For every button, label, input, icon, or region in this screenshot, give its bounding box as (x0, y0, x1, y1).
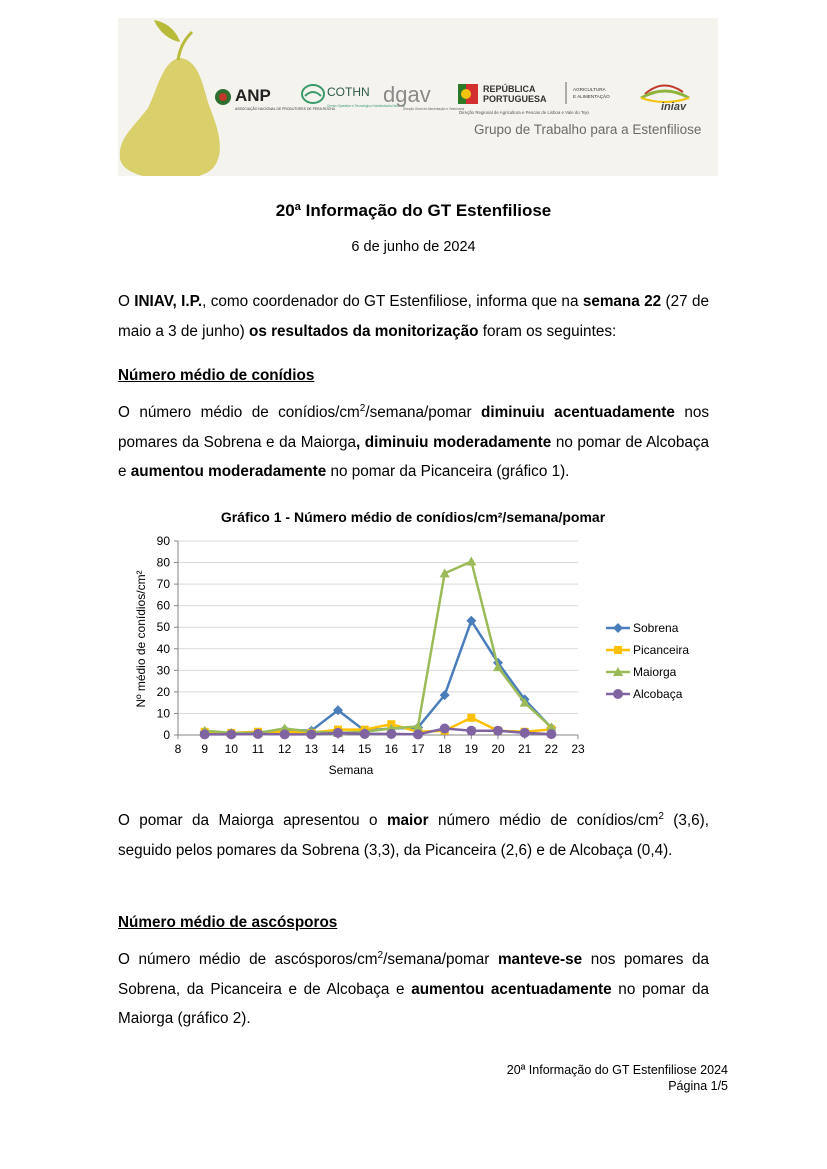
x-tick-label: 19 (464, 742, 479, 756)
data-point-alcobaça (306, 729, 316, 739)
dgav-text: dgav (383, 82, 431, 107)
x-tick-label: 22 (544, 742, 559, 756)
footer-page-number: Página 1/5 (668, 1079, 728, 1093)
data-point-alcobaça (333, 728, 343, 738)
section-heading-conidios: Número médio de conídios (118, 367, 315, 384)
data-point-alcobaça (253, 729, 263, 739)
y-tick-label: 40 (156, 641, 170, 656)
pear-leaf (154, 20, 180, 42)
x-tick-label: 20 (491, 742, 505, 756)
iniav-text: iniav (661, 101, 687, 113)
x-tick-label: 21 (517, 742, 532, 756)
data-point-picanceira (467, 714, 475, 722)
legend-marker (613, 623, 623, 633)
legend-label: Maiorga (633, 665, 677, 679)
x-tick-label: 11 (251, 742, 265, 756)
data-point-alcobaça (466, 726, 476, 736)
data-point-alcobaça (280, 729, 290, 739)
legend-label: Sobrena (633, 621, 679, 635)
anp-logo (215, 86, 336, 111)
iniav-logo (641, 85, 689, 113)
x-tick-label: 12 (277, 742, 292, 756)
conidios-paragraph: O número médio de conídios/$cm^2/semana$/pomar diminuiu acentuadamente nos pomares da Sobrena e da Maiorga, diminuiu moderadamente no pomar de Alcobaça e aumentou moderadamente no pomar da Picanceira (gráfico 1). (118, 402, 709, 480)
dgav-sub: Direção Geral de Alimentação e Veterinária (403, 107, 465, 111)
pear-stem (178, 32, 192, 60)
chart-xlabel: Semana (328, 763, 374, 777)
anp-text: ANP (235, 86, 271, 105)
chart-title: Gráfico 1 - Número médio de conídios/cm²/semana/pomar (220, 509, 606, 525)
x-tick-label: 10 (224, 742, 239, 756)
drap-text: Direção Regional de Agricultura e Pescas de Lisboa e Vale do Tejo (459, 110, 589, 115)
series-line-sobrena (205, 621, 552, 734)
footer-doc-title: 20ª Informação do GT Estenfiliose 2024 (506, 1063, 728, 1077)
data-point-alcobaça (493, 726, 503, 736)
intro-paragraph: O INIAV, I.P., como coordenador do GT Estenfiliose, informa que na semana 22 (27 de maio a 3 de junho) os resultados da monitorização foram os seguintes: (118, 293, 709, 340)
chart-ylabel: Nº médio de conídios/cm² (134, 570, 148, 708)
y-tick-label: 30 (156, 663, 170, 678)
y-tick-label: 10 (156, 706, 170, 721)
legend-marker (613, 689, 623, 699)
conidios-chart (128, 503, 708, 783)
x-tick-label: 23 (571, 742, 585, 756)
document-title: 20ª Informação do GT Estenfiliose (275, 201, 552, 220)
republica-logo (458, 82, 610, 115)
x-tick-label: 9 (201, 742, 209, 756)
y-tick-label: 50 (156, 620, 170, 635)
data-point-alcobaça (520, 728, 530, 738)
agri-line1: AGRICULTURA (573, 87, 606, 92)
pear-shape (120, 58, 220, 176)
banner-caption: Grupo de Trabalho para a Estenfiliose (474, 122, 702, 137)
document-date: 6 de junho de 2024 (351, 239, 476, 255)
data-point-alcobaça (200, 729, 210, 739)
legend-label: Picanceira (633, 643, 690, 657)
data-point-alcobaça (386, 729, 396, 739)
page-footer (507, 1062, 728, 1094)
data-point-alcobaça (413, 729, 423, 739)
x-tick-label: 13 (304, 742, 319, 756)
anp-sub: ASSOCIAÇÃO NACIONAL DE PRODUTORES DE PERA ROCHA (235, 107, 335, 111)
republica-line1: REPÚBLICA (483, 84, 536, 94)
data-point-alcobaça (440, 724, 450, 734)
legend-marker (614, 646, 622, 654)
dgav-logo (383, 82, 464, 111)
x-tick-label: 16 (384, 742, 399, 756)
x-tick-label: 15 (357, 742, 372, 756)
cothn-sub: Centro Operativo e Tecnológico Hortofrutícola Nacional (327, 104, 405, 108)
section-heading-ascosporos: Número médio de ascósporos (118, 914, 338, 931)
x-tick-label: 17 (411, 742, 425, 756)
series-line-maiorga (205, 561, 552, 732)
data-point-maiorga (466, 556, 476, 565)
y-tick-label: 60 (156, 598, 170, 613)
x-tick-label: 8 (174, 742, 182, 756)
y-tick-label: 20 (156, 684, 170, 699)
conidios-summary-paragraph: O pomar da Maiorga apresentou o maior número médio de conídios/$cm^2$ (3,6), seguido pelos pomares da Sobrena (3,3), da Picanceira (2,6) e de Alcobaça (0,4). (118, 810, 710, 859)
ascosporos-paragraph: O número médio de ascósporos/$cm^2/semana$/pomar manteve-se nos pomares da Sobrena, da Picanceira e de Alcobaça e aumentou acentuadamente no pomar da Maiorga (gráfico 2). (118, 949, 710, 1027)
data-point-alcobaça (360, 729, 370, 739)
data-point-alcobaça (546, 729, 556, 739)
y-tick-label: 90 (156, 534, 170, 548)
y-tick-label: 0 (163, 728, 170, 742)
cothn-text: COTHN (327, 85, 370, 99)
republica-line2: PORTUGUESA (483, 94, 547, 104)
data-point-alcobaça (226, 729, 236, 739)
header-banner (118, 18, 718, 176)
y-tick-label: 70 (156, 577, 170, 592)
x-tick-label: 14 (331, 742, 345, 756)
x-tick-label: 18 (437, 742, 452, 756)
agri-line2: E ALIMENTAÇÃO (573, 94, 610, 99)
y-tick-label: 80 (156, 555, 170, 570)
legend-label: Alcobaça (633, 687, 683, 701)
